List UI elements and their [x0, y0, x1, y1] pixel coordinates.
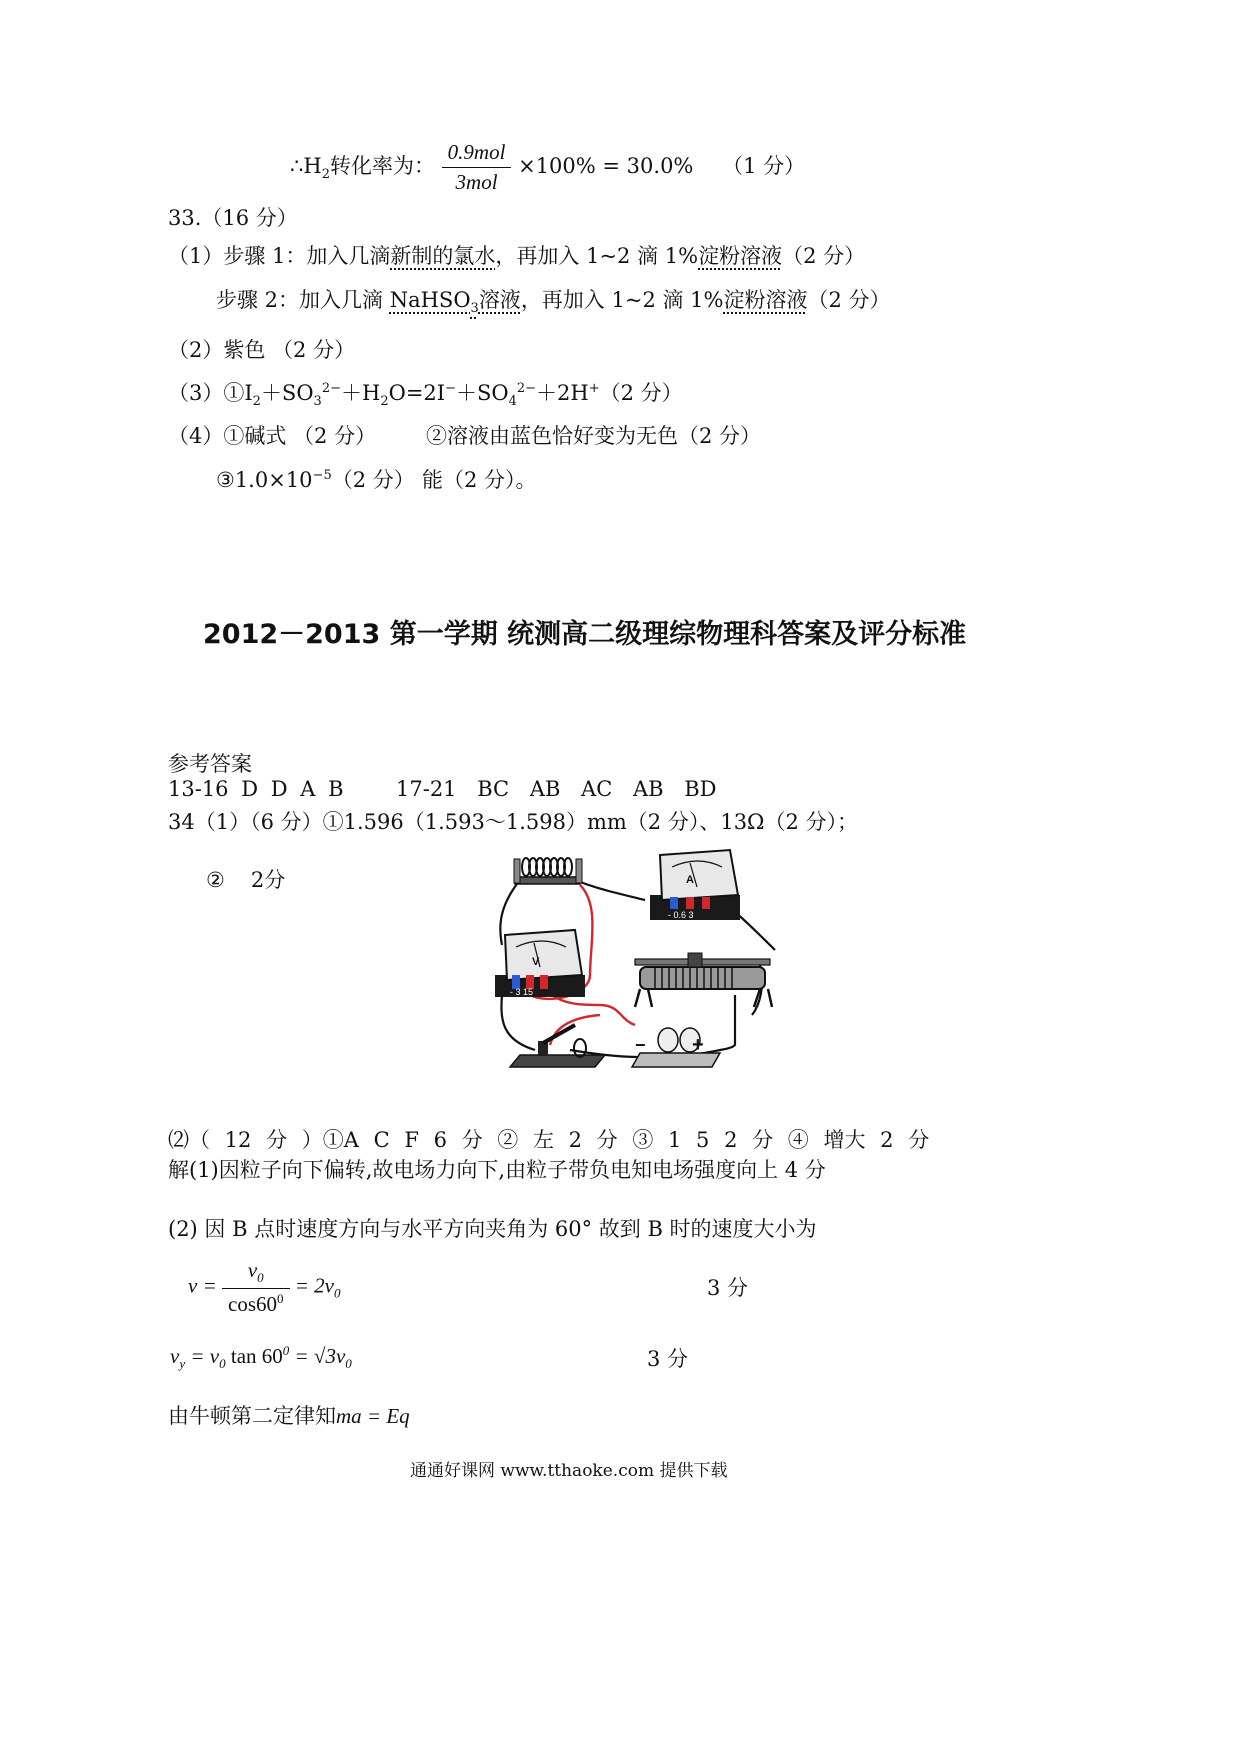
voltmeter-label: V [532, 956, 540, 968]
equation-velocity: v = $\frac{v_0}{\cos 60^0}$ = $2v_0$ [188, 1258, 341, 1317]
footer-source: 通通好课网 www.tthaoke.com 提供下载 [410, 1461, 728, 1481]
equation-vy: $v_y = v_0$ $\tan 60^0 = √3v_0$ [170, 1343, 352, 1372]
q33-step1: （1）步骤 1：加入几滴新制的氯水，再加入 1~2 滴 1%淀粉溶液（2 分） [168, 244, 866, 268]
solution-part2: (2) 因 B 点时速度方向与水平方向夹角为 60° 故到 B 时的速度大小为 [168, 1217, 817, 1241]
q33-answer4-4: 能（2 分）。 [422, 468, 537, 492]
mc-answers-a: 13-16 D D A B [168, 777, 344, 801]
q33-header: 33.（16 分） [168, 206, 298, 230]
q33-answer2: （2）紫色 （2 分） [168, 338, 356, 362]
battery [632, 1028, 720, 1067]
q34-circle2: ② 2分 [206, 868, 286, 892]
equation-velocity-score: 3 分 [707, 1276, 749, 1300]
q33-step2: 步骤 2：加入几滴 NaHSO$_3$溶液，再加入 1~2 滴 1%淀粉溶液（2 分） [216, 288, 891, 317]
velocity-fraction: $\frac{v_0}{\cos 60^0}$ [222, 1258, 290, 1317]
q33-answer4-2: ②溶液由蓝色恰好变为无色（2 分） [426, 424, 762, 448]
voltmeter-terminals: - 3 15 [510, 987, 534, 997]
solution-part1: 解(1)因粒子向下偏转,故电场力向下,由粒子带负电知电场强度向上 4 分 [168, 1158, 826, 1182]
q33-answer4-3: $③1.0\times 10^{-5}(2$ 分） [216, 468, 415, 492]
ammeter [650, 850, 740, 920]
voltmeter [495, 930, 585, 997]
q34-part2: ⑵（ 12 分 ）①A C F 6 分 ② 左 2 分 ③ 1 5 2 分 ④ 增大 2 分 [168, 1128, 930, 1152]
inductor-coil [514, 858, 582, 884]
q33-answer3: $(3)①I_2+SO_3^{2-}+H_2O=2I^-+SO_4^{2-}+2H^+(2$ 分） [168, 381, 683, 410]
ammeter-label: A [686, 874, 694, 886]
physics-title: 2012－2013 第一学期 统测高二级理综物理科答案及评分标准 [203, 619, 967, 650]
q33-answer4-1: （4）①碱式 （2 分） [168, 424, 377, 448]
battery-minus: − [635, 1035, 646, 1055]
circuit-diagram [490, 845, 790, 1070]
newton-line: 由牛顿第二定律知ma = Eq [168, 1404, 410, 1428]
ammeter-terminals: - 0.6 3 [668, 910, 694, 920]
q34-part1: 34（1）（6 分）①1.596（1.593～1.598）mm（2 分）、13Ω（2 分）； [168, 810, 859, 834]
conversion-fraction: $\frac{\text{0.9mol}}{\text{3mol}}$ [442, 140, 512, 195]
conversion-rate-line: $\therefore H_2$转化率为： $\frac{\text{0.9mol}}{\text{3mol}}$ ×100% = 30.0% （1 分） [290, 140, 806, 194]
reference-answer-heading: 参考答案 [168, 752, 252, 776]
battery-plus: + [692, 1034, 704, 1056]
equation-vy-score: 3 分 [647, 1347, 689, 1371]
mc-answers-b: 17-21 BC AB AC AB BD [396, 777, 717, 801]
rheostat [635, 953, 772, 1007]
